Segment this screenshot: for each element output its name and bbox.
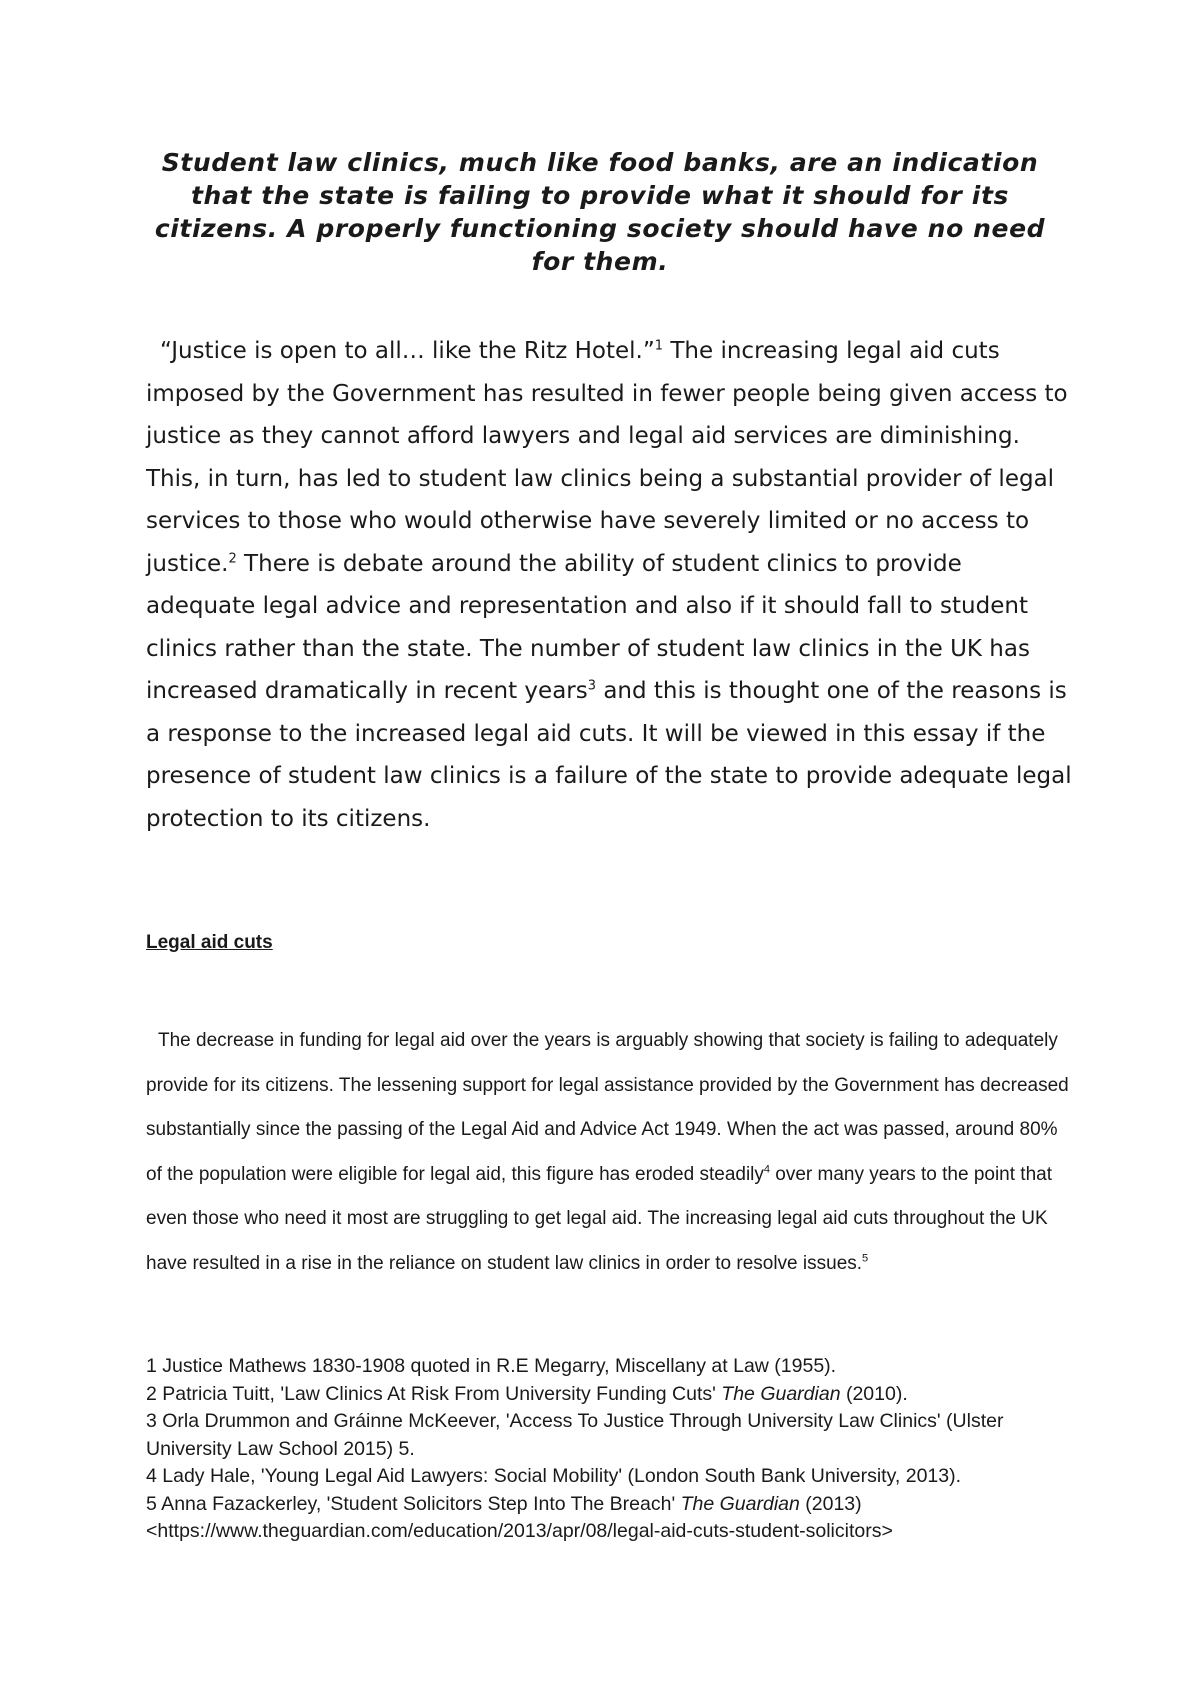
footnote-4: 4 Lady Hale, 'Young Legal Aid Lawyers: Social Mobility' (London South Bank University, 2013). (146, 1465, 962, 1487)
footnote-ref-2: 2 (228, 550, 237, 566)
intro-text-1: The increasing legal aid cuts imposed by the Government has resulted in fewer people being given access to justice as they cannot afford lawyers and legal aid services are diminishing. This, in turn, has led to student law clinics being a substantial provider of legal services to those who would otherwise have severely limited or no access to justice. (146, 338, 1068, 577)
footnote-ref-1: 1 (654, 338, 664, 354)
section-text-1: The decrease in funding for legal aid over the years is arguably showing that society is failing to adequately provide for its citizens. The lessening support for legal assistance provided by the Government has decreased substantially since the passing of the Legal Aid and Advice Act 1949. When the act was passed, around 80% of the population were eligible for legal aid, this figure has eroded steadily (146, 1030, 1069, 1185)
footnote-5-year: (2013) (799, 1492, 862, 1515)
footnote-ref-4: 4 (763, 1163, 771, 1176)
footnote-2-year: (2010). (840, 1382, 908, 1405)
intro-text-3: and this is thought one of the reasons is a response to the increased legal aid cuts. It will be viewed in this essay if the presence of student law clinics is a failure of the state to provide adequate legal protection to its citizens. (146, 678, 1072, 832)
footnote-5-publication: The Guardian (680, 1492, 800, 1515)
section-paragraph (146, 1019, 1076, 1286)
footnote-2-text: 2 Patricia Tuitt, 'Law Clinics At Risk From University Funding Cuts' (146, 1382, 722, 1405)
footnote-5 (146, 1491, 1086, 1519)
footnote-ref-3: 3 (587, 678, 597, 694)
intro-text-2: There is debate around the ability of student clinics to provide adequate legal advice and representation and also if it should fall to student clinics rather than the state. The number of student law clinics in the UK has increased dramatically in recent years (146, 550, 1030, 704)
footnote-2 (146, 1381, 1086, 1409)
footnote-5-text: 5 Anna Fazackerley, 'Student Solicitors Step Into The Breach' (146, 1492, 681, 1515)
footnote-5-url: <https://www.theguardian.com/education/2013/apr/08/legal-aid-cuts-student-solicitors> (146, 1520, 893, 1542)
essay-title: Student law clinics, much like food banks, are an indication that the state is failing to provide what it should for its citizens. A properly functioning society should have no need for them. (154, 148, 1046, 276)
footnote-3: 3 Orla Drummon and Gráinne McKeever, 'Access To Justice Through University Law Clinics' (Ulster University Law School 2015) 5. (146, 1410, 1004, 1460)
section-text-2: over many years to the point that even those who need it most are struggling to get legal aid. The increasing legal aid cuts throughout the UK have resulted in a rise in the reliance on student law clinics in order to resolve issues. (146, 1163, 1053, 1274)
intro-quote: “Justice is open to all… like the Ritz Hotel.” (160, 338, 655, 364)
footnote-2-publication: The Guardian (721, 1382, 841, 1405)
section-heading: Legal aid cuts (146, 932, 273, 953)
intro-paragraph (146, 330, 1076, 840)
footnote-1: 1 Justice Mathews 1830-1908 quoted in R.E Megarry, Miscellany at Law (1955). (146, 1355, 837, 1377)
footnotes-list (146, 1353, 1086, 1546)
footnote-ref-5: 5 (862, 1252, 869, 1265)
